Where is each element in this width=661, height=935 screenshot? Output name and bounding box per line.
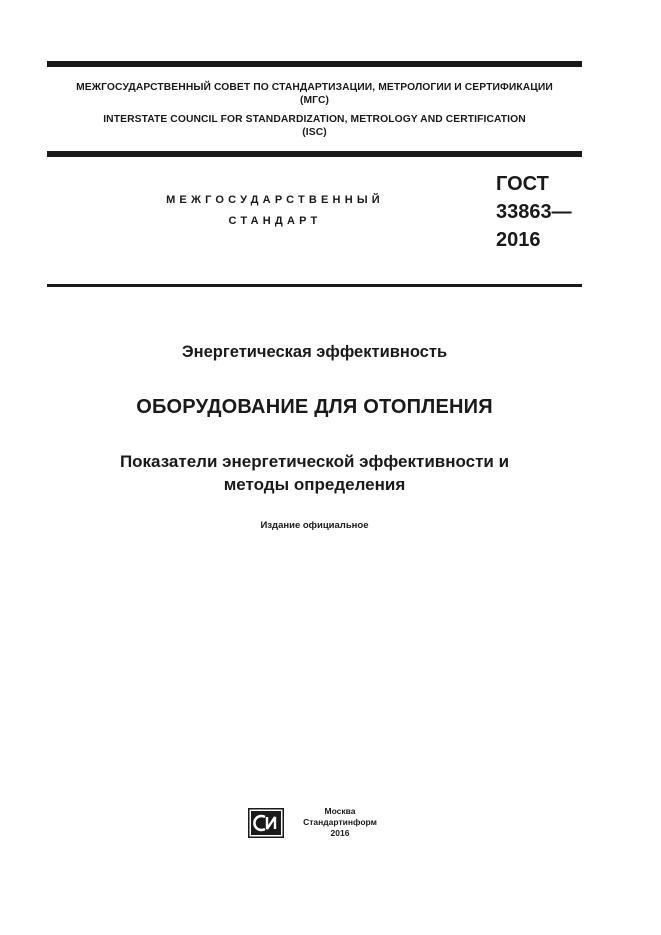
designation-rule <box>47 284 582 287</box>
publisher-year: 2016 <box>330 828 350 838</box>
document-topic: Энергетическая эффективность <box>181 343 448 361</box>
standard-designation <box>496 170 572 254</box>
standard-type <box>120 190 430 232</box>
standard-type-line1: МЕЖГОСУДАРСТВЕННЫЙ <box>166 194 384 206</box>
header-rule <box>47 151 582 157</box>
designation-number: 33863— <box>496 201 572 223</box>
council-en-abbr: (ISC) <box>302 127 327 138</box>
standartinform-logo-icon <box>248 808 284 838</box>
council-ru-abbr: (МГС) <box>299 95 330 106</box>
publisher-name: Стандартинформ <box>303 817 377 827</box>
edition-note: Издание официальное <box>260 520 369 531</box>
council-ru <box>47 81 582 107</box>
document-title: ОБОРУДОВАНИЕ ДЛЯ ОТОПЛЕНИЯ <box>136 396 493 418</box>
standard-type-line2: СТАНДАРТ <box>228 215 322 227</box>
council-en <box>47 113 582 139</box>
document-subtitle <box>47 450 582 496</box>
designation-year: 2016 <box>496 229 541 251</box>
subtitle-line2: методы определения <box>223 475 406 494</box>
top-rule <box>47 61 582 67</box>
council-en-name: INTERSTATE COUNCIL FOR STANDARDIZATION, METROLOGY AND CERTIFICATION <box>103 114 526 125</box>
council-ru-name: МЕЖГОСУДАРСТВЕННЫЙ СОВЕТ ПО СТАНДАРТИЗАЦИИ, МЕТРОЛОГИИ И СЕРТИФИКАЦИИ <box>76 82 553 93</box>
subtitle-line1: Показатели энергетической эффективности и <box>119 452 510 471</box>
publisher-city: Москва <box>324 806 356 816</box>
designation-prefix: ГОСТ <box>496 173 549 195</box>
publisher-info <box>300 806 380 839</box>
